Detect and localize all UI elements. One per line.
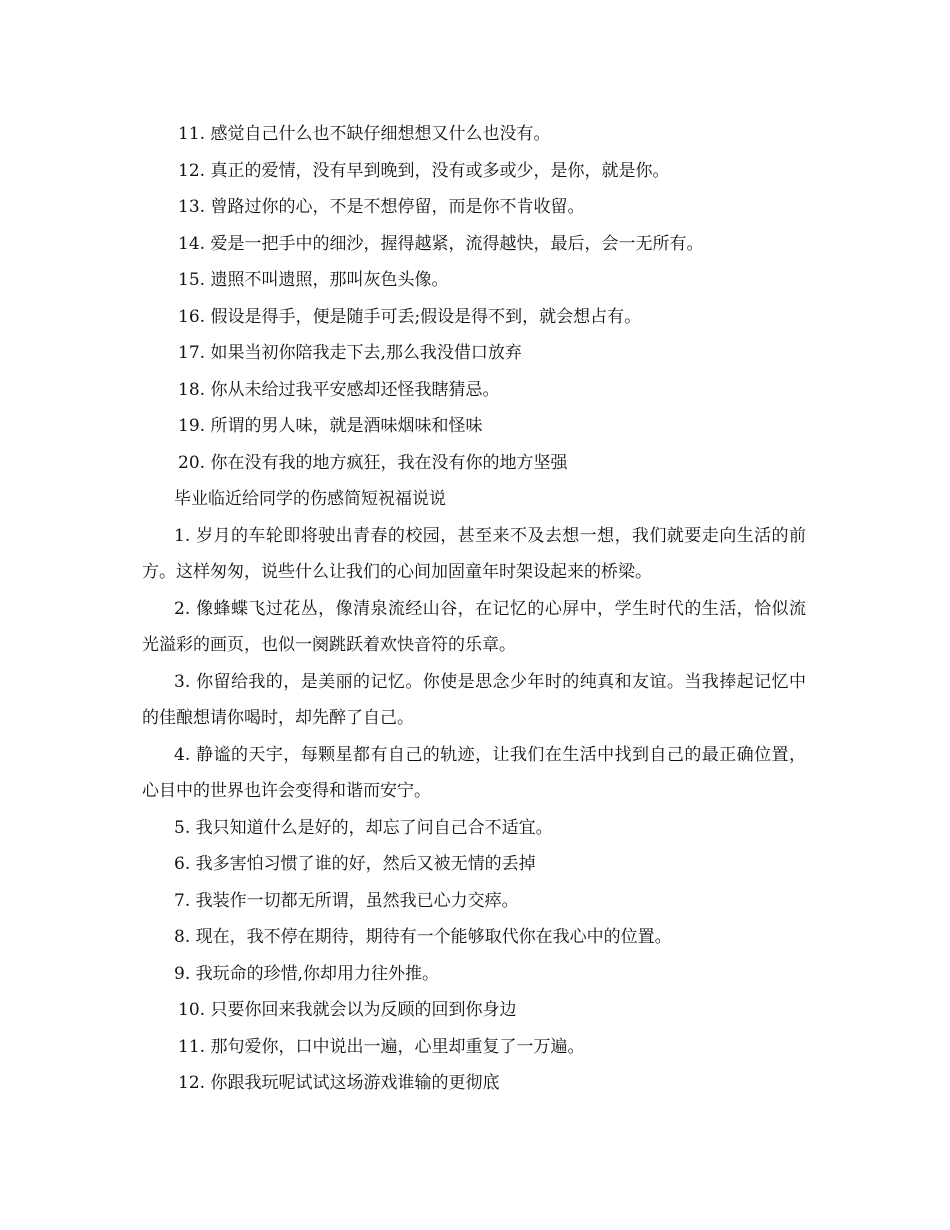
paragraph: 7. 我装作一切都无所谓，虽然我已心力交瘁。 (174, 890, 519, 911)
quote-list-a (142, 116, 806, 481)
list-item: 18. 你从未给过我平安感却还怪我瞎猜忌。 (178, 379, 500, 400)
list-item: 12. 你跟我玩呢试试这场游戏谁输的更彻底 (178, 1073, 500, 1093)
list-item: 20. 你在没有我的地方疯狂，我在没有你的地方坚强 (178, 452, 568, 473)
paragraph: 3. 你留给我的，是美丽的记忆。你使是思念少年时的纯真和友谊。当我捧起记忆中的佳酿想请你喝时，却先醉了自己。 (142, 671, 806, 728)
document-body (142, 116, 806, 1102)
paragraph: 2. 像蜂蝶飞过花丛，像清泉流经山谷，在记忆的心屏中，学生时代的生活，恰似流光溢彩的画页，也似一阕跳跃着欢快音符的乐章。 (142, 598, 806, 655)
paragraph: 9. 我玩命的珍惜,你却用力往外推。 (174, 963, 440, 984)
list-item: 10. 只要你回来我就会以为反顾的回到你身边 (178, 1000, 517, 1020)
quote-list-b (142, 992, 806, 1102)
list-item: 11. 感觉自己什么也不缺仔细想想又什么也没有。 (178, 124, 551, 144)
paragraph: 8. 现在，我不停在期待，期待有一个能够取代你在我心中的位置。 (174, 927, 672, 947)
paragraph: 4. 静谧的天宇，每颗星都有自己的轨迹，让我们在生活中找到自己的最正确位置，心目中的世界也许会变得和谐而安宁。 (142, 744, 806, 801)
paragraph: 6. 我多害怕习惯了谁的好，然后又被无情的丢掉 (174, 854, 536, 874)
quote-list-paragraphs (142, 518, 806, 993)
list-item: 11. 那句爱你，口中说出一遍，心里却重复了一万遍。 (178, 1036, 585, 1057)
list-item: 13. 曾路过你的心，不是不想停留，而是你不肯收留。 (178, 197, 585, 217)
paragraph: 5. 我只知道什么是好的，却忘了问自己合不适宜。 (174, 817, 553, 838)
list-item: 17. 如果当初你陪我走下去,那么我没借口放弃 (178, 343, 522, 363)
list-item: 12. 真正的爱情，没有早到晚到，没有或多或少，是你，就是你。 (178, 160, 670, 181)
list-item: 14. 爱是一把手中的细沙，握得越紧，流得越快，最后，会一无所有。 (178, 233, 704, 254)
section-heading: 毕业临近给同学的伤感简短祝福说说 (174, 489, 446, 509)
paragraph: 1. 岁月的车轮即将驶出青春的校园，甚至来不及去想一想，我们就要走向生活的前方。这样匆匆，说些什么让我们的心间加固童年时架设起来的桥梁。 (142, 525, 806, 582)
list-item: 16. 假设是得手，便是随手可丢;假设是得不到，就会想占有。 (178, 306, 642, 327)
list-item: 15. 遗照不叫遗照，那叫灰色头像。 (178, 270, 449, 290)
list-item: 19. 所谓的男人味，就是酒味烟味和怪味 (178, 416, 483, 436)
